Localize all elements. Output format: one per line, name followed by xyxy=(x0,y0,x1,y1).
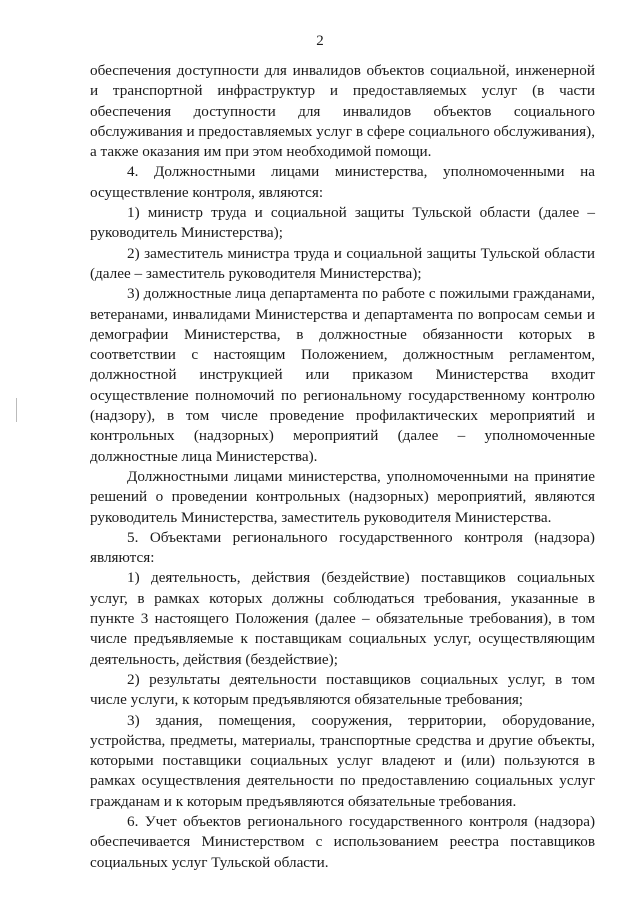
paragraph-subitem-4-1: 1) министр труда и социальной защиты Тульской области (далее – руководитель Министерства); xyxy=(90,204,595,242)
paragraph-item-6: 6. Учет объектов регионального государственного контроля (надзора) обеспечивается Министерством с использованием реестра поставщиков социальных услуг Тульской области. xyxy=(90,812,595,871)
paragraph-subitem-5-1: 1) деятельность, действия (бездействие) поставщиков социальных услуг, в рамках которых должны соблюдаться требования, указанные в пункте 3 настоящего Положения (далее – обязательные требования), в том числе предъявляемые к поставщикам социальных услуг, осуществляющим деятельность, действия (бездействие); xyxy=(90,569,595,668)
document-body xyxy=(90,61,595,873)
paragraph-subitem-5-2: 2) результаты деятельности поставщиков социальных услуг, в том числе услуги, к которым предъявляются обязательные требования; xyxy=(90,670,595,709)
paragraph-continuation: обеспечения доступности для инвалидов объектов социальной, инженерной и транспортной инфраструктур и предоставляемых услуг (в части обеспечения доступности для инвалидов объектов социального обслуживания и предоставляемых услуг в сфере социального обслуживания), а также оказания им при этом необходимой помощи. xyxy=(90,62,595,161)
paragraph-subitem-4-3: 3) должностные лица департамента по работе с пожилыми гражданами, ветеранами, инвалидами Министерства и департамента по вопросам семьи и демографии Министерства, в должностные обязанности которых в соответствии с настоящим Положением, должностным регламентом, должностной инструкцией или приказом Министерства входит осуществление полномочий по региональному государственному контролю (надзору), в том числе проведение профилактических мероприятий и контрольных (надзорных) мероприятий (далее – уполномоченные должностные лица Министерства). xyxy=(90,285,595,465)
paragraph-decision-makers: Должностными лицами министерства, уполномоченными на принятие решений о проведении контрольных (надзорных) мероприятий, являются руководитель Министерства, заместитель руководителя Министерства. xyxy=(90,467,595,526)
page-number: 2 xyxy=(316,33,324,49)
paragraph-item-4: 4. Должностными лицами министерства, уполномоченными на осуществление контроля, являются: xyxy=(90,163,595,201)
paragraph-item-5: 5. Объектами регионального государственного контроля (надзора) являются: xyxy=(90,528,595,567)
paragraph-subitem-5-3: 3) здания, помещения, сооружения, территории, оборудование, устройства, предметы, материалы, транспортные средства и другие объекты, которыми поставщики социальных услуг владеют и (или) пользуются в рамках осуществления деятельности по предоставлению социальных услуг гражданам и к которым предъявляются обязательные требования. xyxy=(90,711,595,810)
margin-mark xyxy=(16,398,17,422)
paragraph-subitem-4-2: 2) заместитель министра труда и социальной защиты Тульской области (далее – заместитель руководителя Министерства); xyxy=(90,244,595,282)
